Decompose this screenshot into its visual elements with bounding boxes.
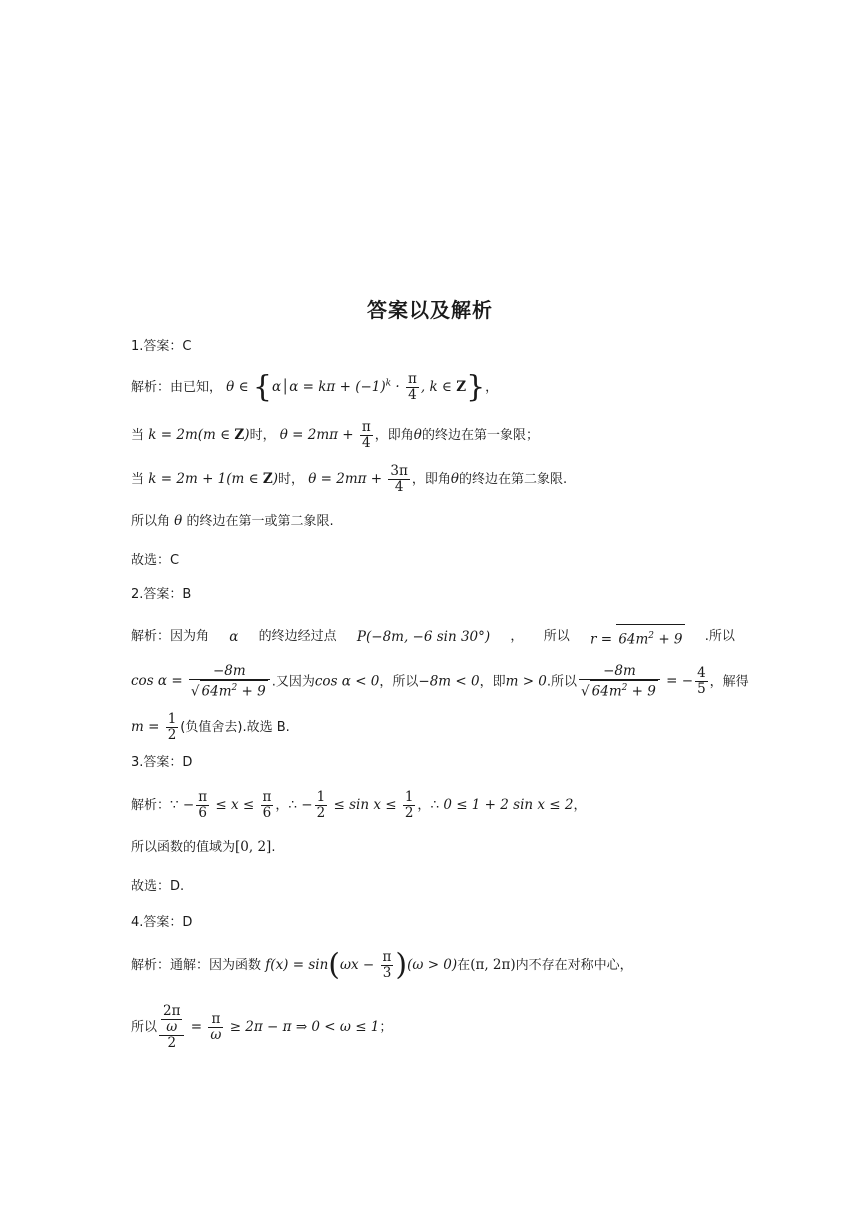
q1-conclusion: 所以角 θ 的终边在第一或第二象限. (131, 513, 334, 529)
q3-range: 所以函数的值域为[0, 2]. (131, 839, 276, 855)
q2-analysis: 解析：因为角 α 的终边经过点 P(−8m, −6 sin 30°) ， 所以 $r = 64m^2 + 9$ .所以 (131, 624, 735, 651)
q2-final: m = $\frac{1}{2}$ (负值舍去).故选 B. (131, 711, 290, 743)
q4-analysis: 解析：通解：因为函数 f(x) = sin(ωx − $\frac{\pi}{3}$ )(ω > 0)在(π, 2π)内不存在对称中心， (131, 947, 633, 983)
q1-analysis: 解析：由已知， θ ∈ {α│α = $k\pi + (-1)^k$ · $\frac{\pi}{4}$ , k ∈ Z}， (131, 369, 499, 405)
q3-answer: 3.答案：D (131, 755, 193, 770)
q3-analysis: 解析：∵ − $\frac{\pi}{6}$ ≤ x ≤ $\frac{\pi}{6}$ ，∴ − $\frac{1}{2}$ ≤ sin x ≤ $\frac{1}{2}$ ，∴ 0 ≤ 1 + 2 sin x ≤ 2， (131, 789, 587, 821)
q1-answer: 1.答案：C (131, 339, 192, 354)
q4-inequality: 所以 $\frac{\frac{2\pi}{\omega}}{2}$ = $\frac{\pi}{\omega}$ ≥ 2π − π ⇒ 0 < ω ≤ 1； (131, 1003, 393, 1051)
page-title: 答案以及解析 (367, 298, 493, 322)
q2-cos: cos α = $\frac{-8m}{√ 64m^2 + 9}$ .又因为cos α < 0，所以−8m < 0，即m > 0.所以 $\frac{-8m}{√ 64m^2 + 9}$ = − $\frac{4}{5}$ ，解得 (131, 663, 749, 700)
q3-choice: 故选：D. (131, 879, 185, 894)
q1-case2: 当 k = 2m + 1(m ∈ Z)时， θ = 2mπ + $\frac{3\pi}{4}$ ，即角θ的终边在第二象限. (131, 463, 568, 495)
q1-case1: 当 k = 2m(m ∈ Z)时， θ = 2mπ + $\frac{\pi}{4}$ ，即角θ的终边在第一象限； (131, 419, 539, 451)
q4-answer: 4.答案：D (131, 915, 193, 930)
q2-answer: 2.答案：B (131, 587, 192, 602)
q1-choice: 故选：C (131, 553, 180, 568)
